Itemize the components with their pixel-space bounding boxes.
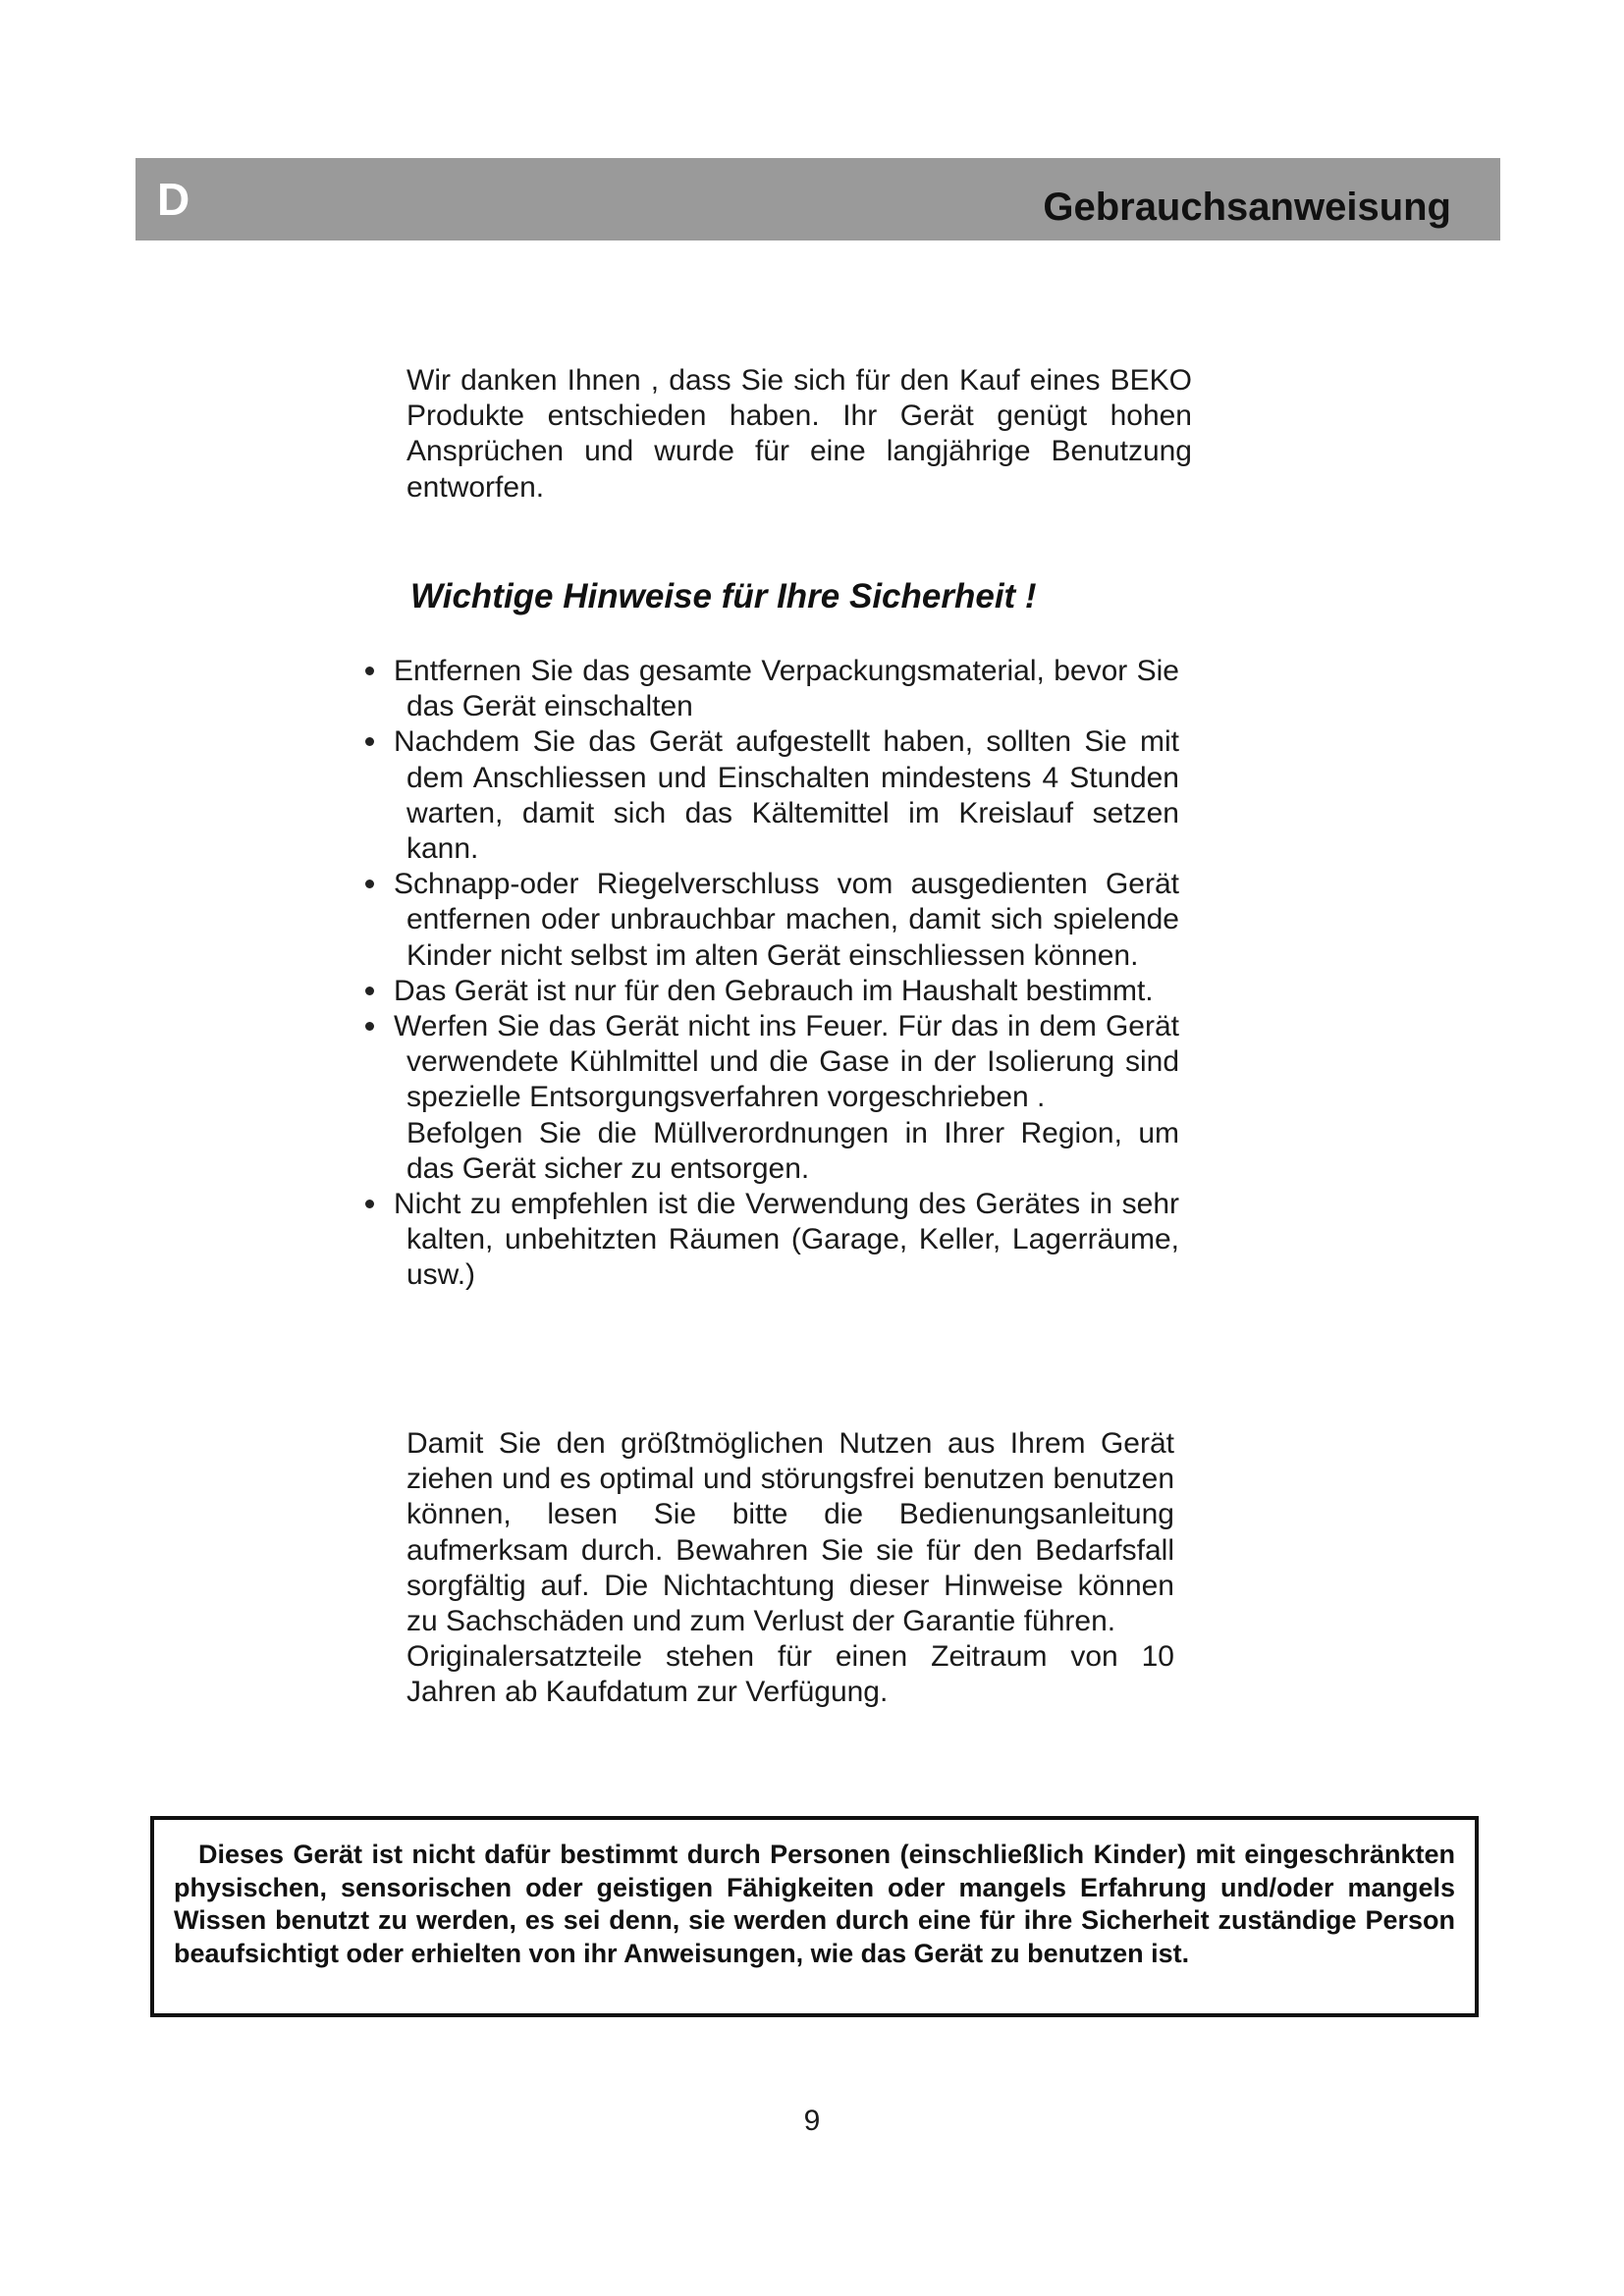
safety-item-disposal [359,1009,1179,1187]
closing-text [406,1426,1174,1711]
bullet-icon [365,880,374,888]
bullet-icon [365,1022,374,1031]
bullet-icon [365,737,374,746]
intro-paragraph: Wir danken Ihnen , dass Sie sich für den Kauf eines BEKO Produkte entschieden haben. Ihr Gerät genügt hohen Ansprüchen und wurde für eine langjährige Benutzung entworfen. [406,364,1192,504]
bullet-icon [365,667,374,675]
page-number: 9 [803,2105,821,2137]
safety-item-text: Nicht zu empfehlen ist die Verwendung des Gerätes in sehr kalten, unbehitzten Räumen (Garage, Keller, Lagerräume, usw.) [394,1188,1179,1292]
closing-paragraph-spare-parts: Originalersatzteile stehen für einen Zeitraum von 10 Jahren ab Kaufdatum zur Verfügung. [406,1640,1174,1709]
safety-item-household [359,974,1179,1009]
safety-item-cold-rooms [359,1187,1179,1294]
bullet-icon [365,1200,374,1208]
safety-item-packaging [359,654,1179,724]
notice-text: Dieses Gerät ist nicht dafür bestimmt durch Personen (einschließlich Kinder) mit eingeschränkten physischen, sensorischen oder geistigen Fähigkeiten oder mangels Erfahrung und/oder mangels Wissen benutzt zu werden, es sei denn, sie werden durch eine für ihre Sicherheit zuständige Person beaufsichtigt oder erhielten von ihr Anweisungen, wie das Gerät zu benutzen ist. [174,1840,1455,1968]
safety-item-text: Das Gerät ist nur für den Gebrauch im Haushalt bestimmt. [394,974,1154,1007]
document-title: Gebrauchsanweisung [1043,186,1451,229]
bullet-icon [365,987,374,995]
safety-list [359,654,1179,1294]
safety-item-wait [359,724,1179,867]
closing-paragraph-usage: Damit Sie den größtmöglichen Nutzen aus Ihrem Gerät ziehen und es optimal und störungsfrei benutzen benutzen können, lesen Sie bitte die Bedienungsanleitung aufmerksam durch. Bewahren Sie sie für den Bedarfsfall sorgfältig auf. Die Nichtachtung dieser Hinweise können zu Sachschäden und zum Verlust der Garantie führen. [406,1427,1174,1638]
safety-item-text: Schnapp-oder Riegelverschluss vom ausgedienten Gerät entfernen oder unbrauchbar machen, damit sich spielende Kinder nicht selbst im alten Gerät einschliessen können. [394,868,1179,972]
safety-item-extra: Befolgen Sie die Müllverordnungen in Ihrer Region, um das Gerät sicher zu entsorgen. [406,1116,1179,1185]
language-code: D [157,174,190,225]
safety-item-text: Entfernen Sie das gesamte Verpackungsmaterial, bevor Sie das Gerät einschalten [394,655,1179,723]
safety-heading: Wichtige Hinweise für Ihre Sicherheit ! [410,577,1037,615]
safety-item-text: Werfen Sie das Gerät nicht ins Feuer. Für das in dem Gerät verwendete Kühlmittel und die Gase in der Isolierung sind spezielle Entsorgungsverfahren vorgeschrieben . [394,1010,1179,1114]
safety-item-text: Nachdem Sie das Gerät aufgestellt haben, sollten Sie mit dem Anschliessen und Einschalten mindestens 4 Stunden warten, damit sich das Kältemittel im Kreislauf setzen kann. [394,725,1179,866]
safety-item-latch [359,867,1179,974]
header-bar [135,158,1500,240]
notice-box [150,1816,1479,2017]
